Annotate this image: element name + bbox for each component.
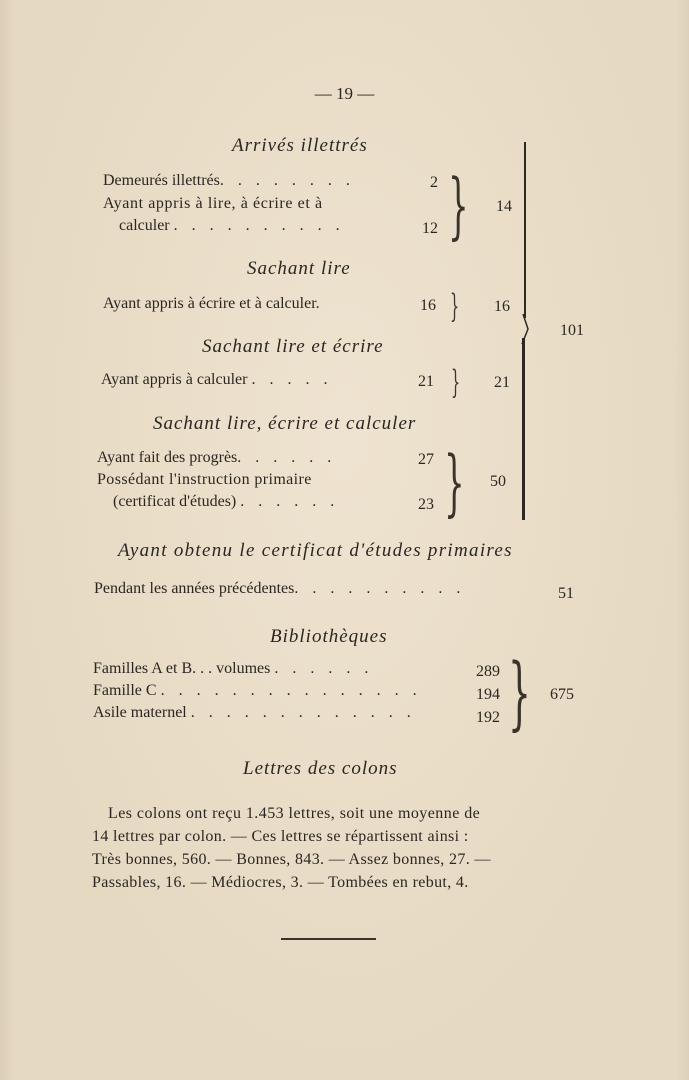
page-number: — 19 — [314,84,375,103]
row-label: Famille C . . . . . . . . . . . . . . . [93,682,422,699]
paragraph-line: Les colons ont reçu 1.453 lettres, soit une moyenne de [108,805,481,822]
row-label: Ayant appris à lire, à écrire et à [103,195,323,212]
total-value: 675 [550,686,574,703]
row-label: Demeurés illettrés. . . . . . . . [103,172,355,189]
row-value: 21 [418,373,434,390]
brace-icon: } [508,646,531,739]
subtotal-value: 21 [494,374,510,391]
row-label: (certificat d'études) . . . . . . [113,493,340,510]
paragraph-line: Très bonnes, 560. — Bonnes, 843. — Assez bonnes, 27. — [92,851,491,868]
row-label: Ayant appris à écrire et à calculer. [103,295,320,312]
row-label: Asile maternel . . . . . . . . . . . . . [93,704,416,721]
bracket-point [519,314,529,344]
row-value: 12 [422,220,438,237]
bracket-lower-line [522,338,525,520]
subtotal-value: 16 [494,298,510,315]
row-value: 2 [430,174,438,191]
row-value: 23 [418,496,434,513]
subtotal-value: 50 [490,473,506,490]
brace-icon: } [448,163,469,247]
row-value: 16 [420,297,436,314]
brace-icon: } [450,287,460,325]
row-label: Ayant appris à calculer . . . . . [101,371,333,388]
brace-icon: } [451,363,461,401]
row-value: 51 [558,585,574,602]
grand-total-value: 101 [560,322,584,339]
section-heading-certificat: Ayant obtenu le certificat d'études primaires [118,540,513,561]
row-value: 194 [476,686,500,703]
paragraph-line: Passables, 16. — Médiocres, 3. — Tombées en rebut, 4. [92,874,469,891]
paragraph-line: 14 lettres par colon. — Ces lettres se répartissent ainsi : [92,828,469,845]
section-heading-sachant-lire-ecrire-calculer: Sachant lire, écrire et calculer [153,413,417,434]
row-label: Familles A et B. . . volumes . . . . . . [93,660,374,677]
section-heading-arrives-illettres: Arrivés illettrés [232,135,368,156]
row-value: 192 [476,709,500,726]
row-label: Possédant l'instruction primaire [97,471,312,488]
row-value: 27 [418,451,434,468]
row-value: 289 [476,663,500,680]
bracket-upper-line [524,142,526,318]
section-heading-sachant-lire: Sachant lire [247,258,351,279]
row-label: Ayant fait des progrès. . . . . . [97,449,337,466]
end-rule [281,938,376,940]
section-heading-lettres: Lettres des colons [243,758,398,779]
row-label: Pendant les années précédentes. . . . . . . . . . [94,580,466,597]
row-label: calculer . . . . . . . . . . [119,217,345,234]
section-heading-sachant-lire-ecrire: Sachant lire et écrire [202,336,384,357]
subtotal-value: 14 [496,198,512,215]
section-heading-bibliotheques: Bibliothèques [270,626,388,647]
brace-icon: } [444,440,465,524]
